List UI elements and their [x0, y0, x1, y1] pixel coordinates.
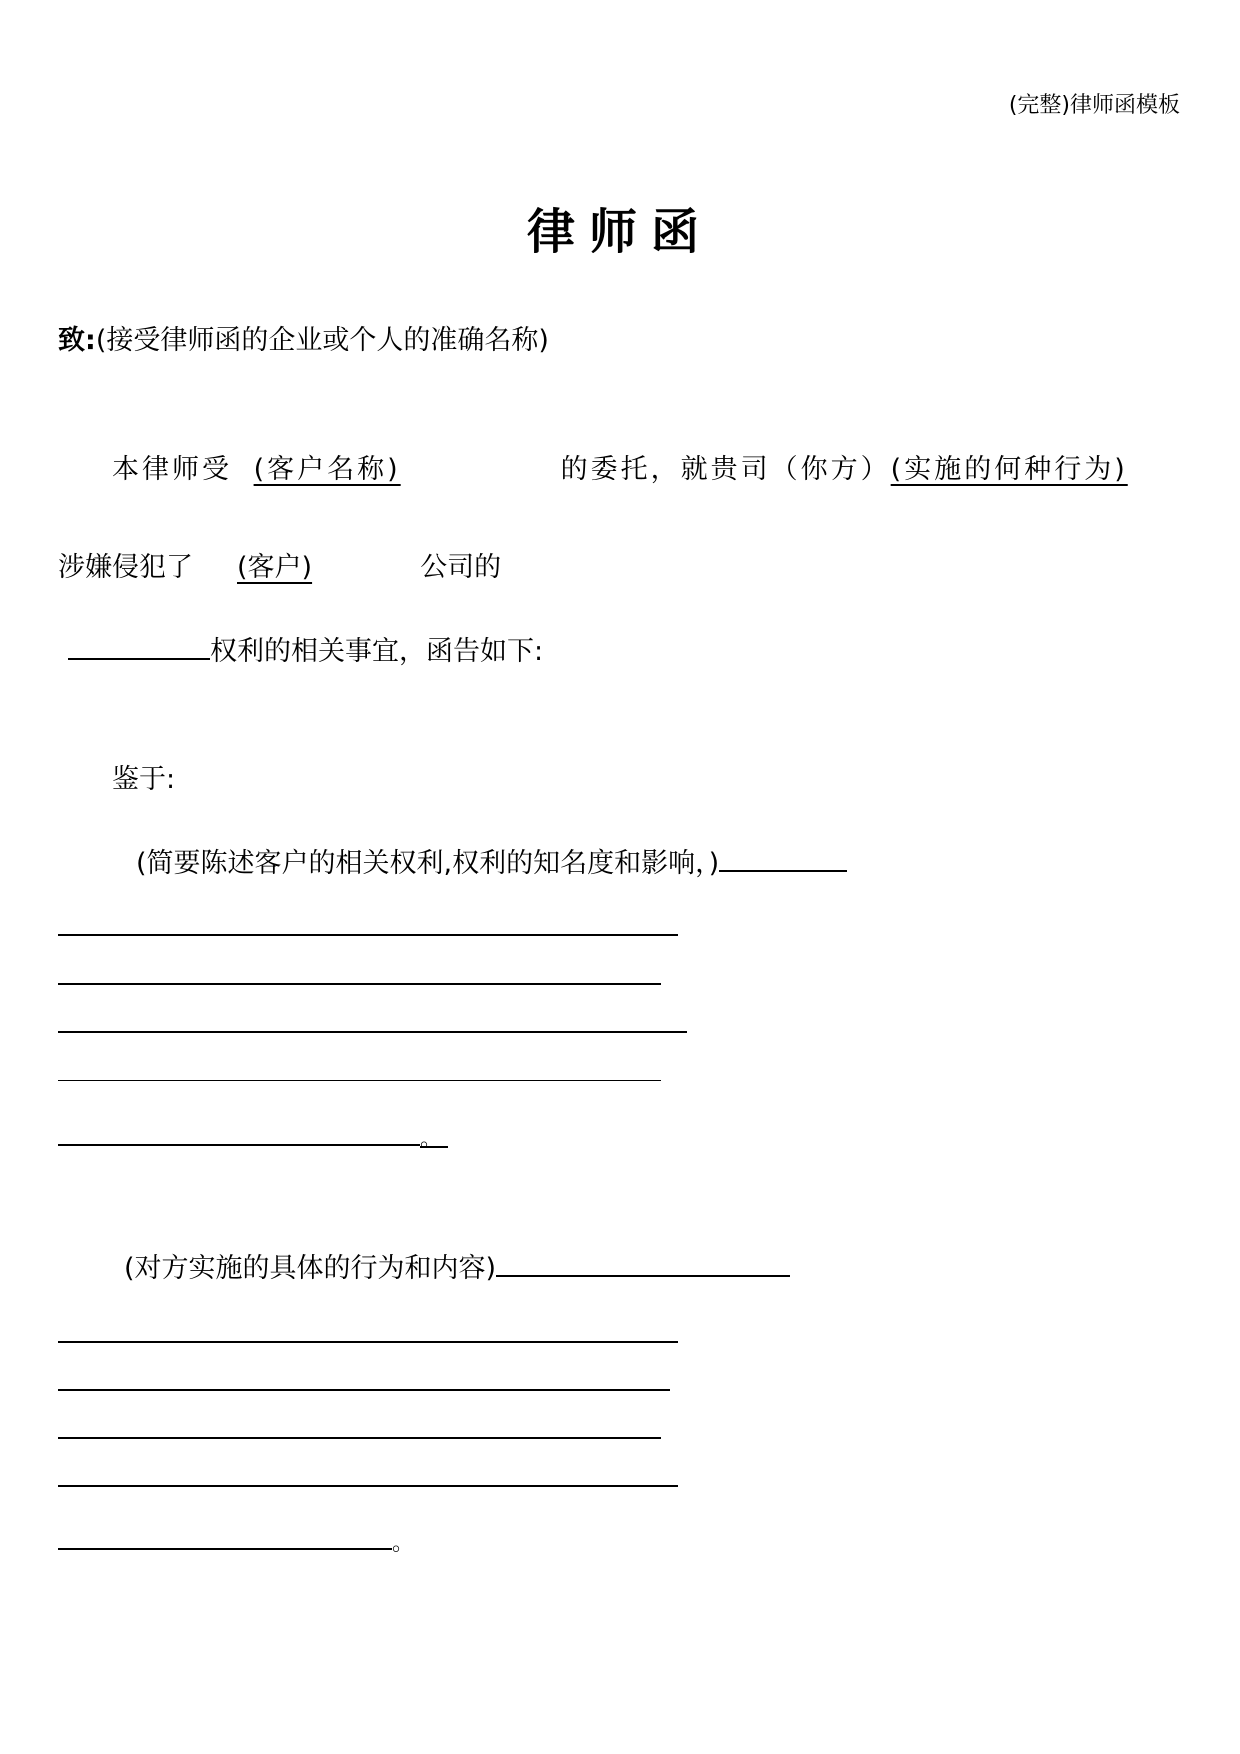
section-1-end-mark: 。 [420, 1122, 448, 1148]
jianyu-heading: 鉴于: [112, 764, 176, 795]
section-2-last-blank [58, 1524, 392, 1550]
section-2-blank-line [58, 1485, 678, 1487]
client-name-field [244, 454, 561, 485]
section-2-blank-line [58, 1389, 670, 1391]
section-2-first-blank [496, 1245, 790, 1277]
paragraph-3 [68, 628, 543, 668]
page-title: 律师函 [526, 204, 713, 260]
section-1-blank-line [58, 983, 661, 985]
paragraph-3-suffix: 权利的相关事宜，函告如下: [210, 636, 544, 667]
rights-blank [68, 628, 210, 660]
client-field [193, 552, 420, 583]
paragraph-1-prefix: 本律师受 [112, 454, 232, 485]
section-2-prompt: (对方实施的具体的行为和内容) [124, 1253, 497, 1284]
paragraph-1-mid: 的委托，就贵司（你方） [560, 454, 891, 485]
section-1-blank-line [58, 1031, 687, 1033]
client-text: (客户) [237, 552, 313, 583]
paragraph-2-prefix: 涉嫌侵犯了 [58, 552, 193, 583]
section-1-prompt-line [136, 840, 847, 880]
action-field: (实施的何种行为) [890, 454, 1128, 485]
section-1-last-blank [58, 1120, 420, 1146]
recipient-placeholder: (接受律师函的企业或个人的准确名称) [95, 325, 549, 356]
section-1-blank-line [58, 934, 678, 936]
paragraph-1 [112, 447, 1128, 486]
section-1-last-line [58, 1120, 448, 1150]
paragraph-2-suffix: 公司的 [420, 552, 502, 583]
section-1-prompt: (简要陈述客户的相关权利,权利的知名度和影响，) [136, 848, 720, 879]
section-2-blank-line [58, 1341, 678, 1343]
client-name-text: (客户名称) [253, 454, 401, 485]
header-note: (完整)律师函模板 [1008, 93, 1180, 118]
recipient-line [58, 318, 549, 357]
section-2-end-mark: 。 [392, 1531, 415, 1556]
section-2-blank-line [58, 1437, 661, 1439]
paragraph-2 [58, 545, 501, 584]
to-label: 致: [58, 325, 96, 356]
section-1-blank-line [58, 1080, 661, 1081]
section-1-first-blank [719, 840, 847, 872]
section-2-prompt-line [124, 1245, 790, 1285]
section-2-last-line [58, 1524, 414, 1557]
